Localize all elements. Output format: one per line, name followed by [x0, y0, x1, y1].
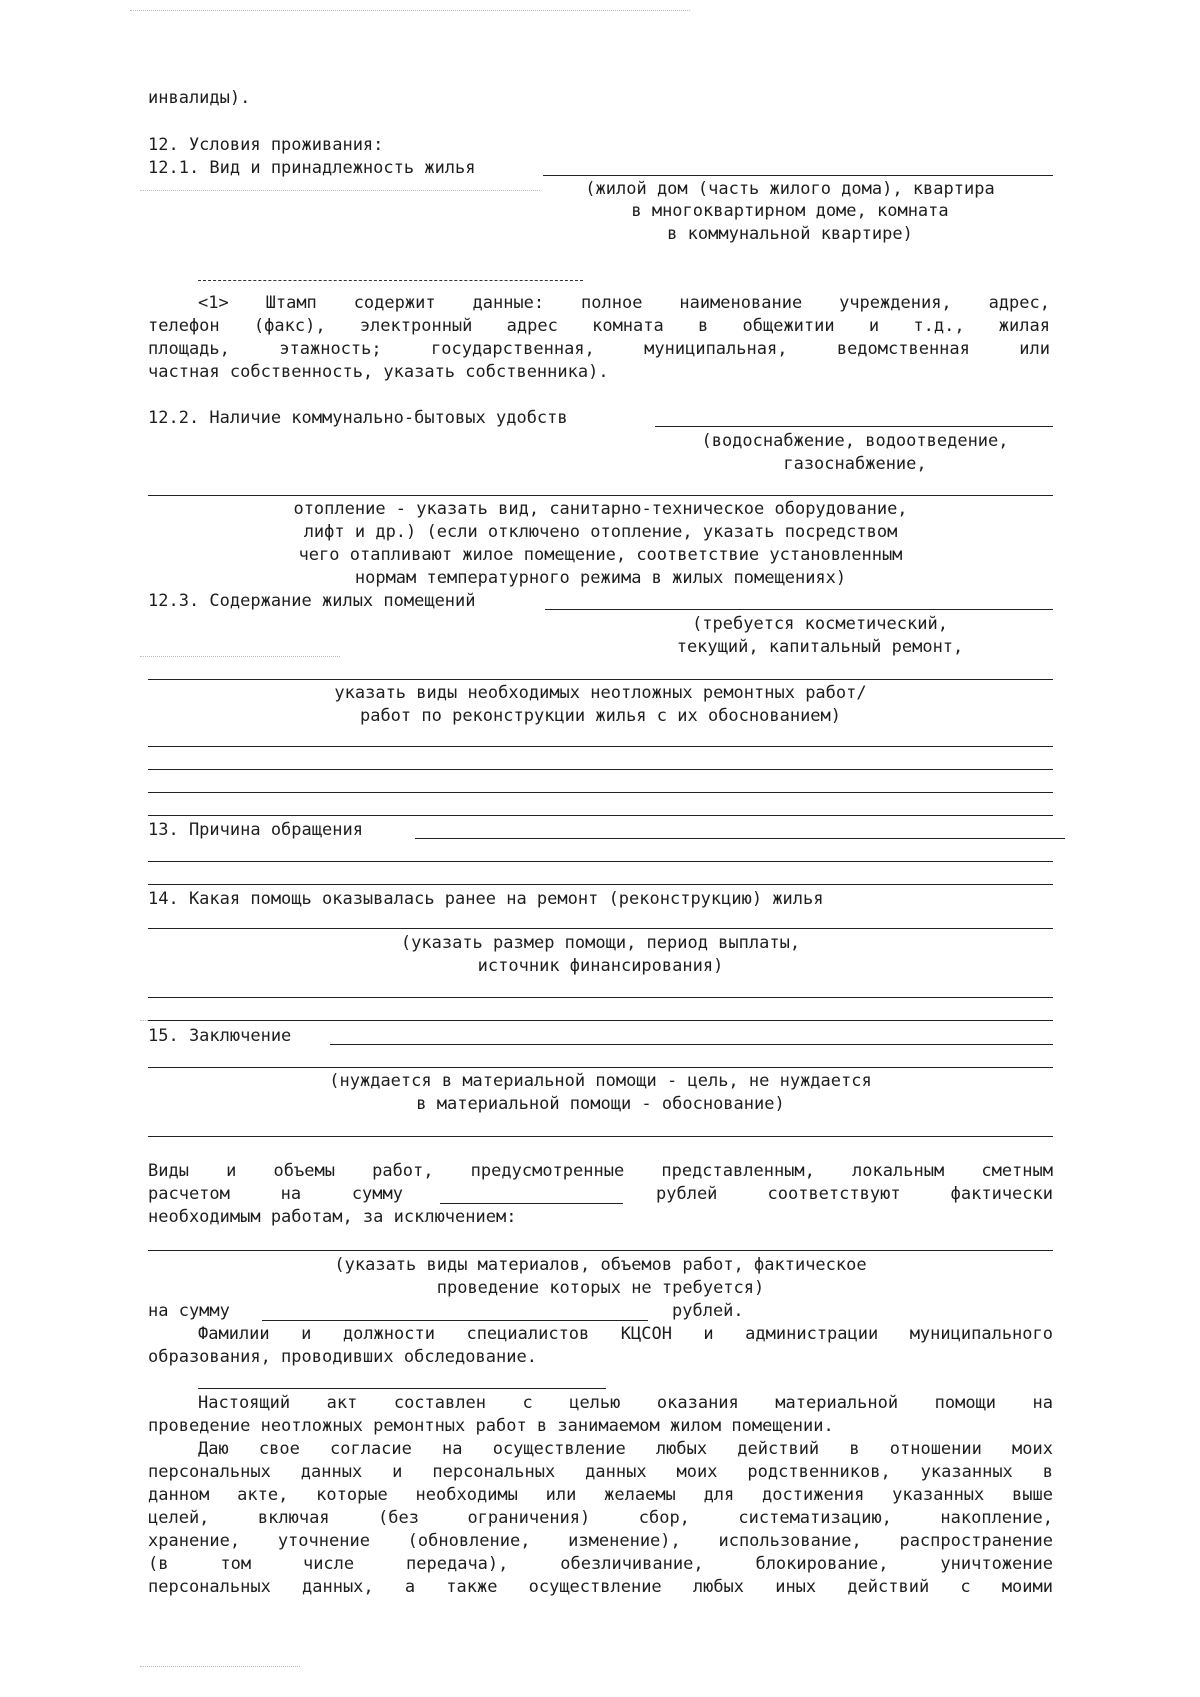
field-hint: указать виды необходимых неотложных ремонтных работ/	[334, 683, 867, 703]
fill-line	[148, 861, 1053, 862]
field-hint: (указать размер помощи, период выплаты,	[400, 933, 801, 953]
text-line: Фамилии и должности специалистов КЦСОН и администрации муниципального	[198, 1324, 1053, 1344]
field-label: 15. Заключение	[148, 1026, 292, 1046]
text-line: рублей соответствуют фактически	[656, 1184, 1053, 1204]
text-line: необходимым работам, за исключением:	[148, 1207, 517, 1227]
amount-fill-line	[262, 1320, 648, 1321]
footnote-line: <1> Штамп содержит данные: полное наименование учреждения, адрес,	[198, 293, 1050, 313]
amount-fill-line	[440, 1203, 623, 1204]
field-hint: (водоснабжение, водоотведение,	[701, 431, 1009, 451]
text-line: (в том числе передача), обезличивание, блокирование, уничтожение	[148, 1554, 1053, 1574]
fill-line	[415, 838, 1065, 839]
text-line: Даю свое согласие на осуществление любых действий в отношении моих	[198, 1439, 1053, 1459]
fill-line	[148, 928, 1053, 929]
fill-line	[655, 426, 1053, 427]
field-label: 12.1. Вид и принадлежность жилья	[148, 158, 476, 178]
field-label: 12.3. Содержание жилых помещений	[148, 591, 476, 611]
field-hint: проведение которых не требуется)	[436, 1278, 765, 1298]
fill-line	[148, 679, 1053, 680]
scan-noise	[140, 1666, 300, 1667]
fill-line	[330, 1044, 1053, 1045]
text-line: Настоящий акт составлен с целью оказания материальной помощи на	[198, 1393, 1053, 1413]
field-hint: газоснабжение,	[783, 454, 927, 474]
text-line: расчетом на сумму	[148, 1184, 403, 1204]
fill-line	[148, 495, 1053, 496]
fill-line	[148, 884, 1053, 885]
field-label: 12.2. Наличие коммунально-бытовых удобств	[148, 408, 568, 428]
fill-line	[148, 746, 1053, 747]
text-line: хранение, уточнение (обновление, изменение), использование, распространение	[148, 1531, 1053, 1551]
text-line: персональных данных и персональных данных моих родственников, указанных в	[148, 1462, 1053, 1482]
fill-line	[543, 175, 1053, 176]
footnote-line: телефон (факс), электронный адрес комната в общежитии и т.д., жилая	[148, 316, 1050, 336]
field-hint: отопление - указать вид, санитарно-техническое оборудование,	[293, 499, 908, 519]
text-line: рублей.	[672, 1301, 744, 1321]
field-hint: в многоквартирном доме, комната	[631, 201, 949, 221]
text-line: целей, включая (без ограничения) сбор, систематизацию, накопление,	[148, 1508, 1053, 1528]
text-line: образования, проводивших обследование.	[148, 1347, 537, 1367]
footnote-line: частная собственность, указать собственника).	[148, 362, 609, 382]
fill-line	[148, 815, 1053, 816]
field-hint: в коммунальной квартире)	[667, 224, 913, 244]
field-hint: текущий, капитальный ремонт,	[676, 637, 964, 657]
field-hint: (требуется косметический,	[692, 614, 948, 634]
fill-line	[148, 1136, 1053, 1137]
scan-noise	[130, 10, 690, 11]
field-hint: источник финансирования)	[477, 956, 724, 976]
fill-line	[148, 997, 1053, 998]
field-label: 14. Какая помощь оказывалась ранее на ремонт (реконструкцию) жилья	[148, 889, 824, 909]
fill-line	[148, 1250, 1053, 1251]
text-line: проведение неотложных ремонтных работ в занимаемом жилом помещении.	[148, 1416, 834, 1436]
signature-fill-line	[198, 1388, 606, 1389]
field-hint: (нуждается в материальной помощи - цель, не нуждается	[329, 1071, 872, 1091]
text-line: персональных данных, а также осуществление любых иных действий с моими	[148, 1577, 1053, 1597]
fill-line	[148, 1020, 1053, 1021]
text-line: Виды и объемы работ, предусмотренные представленным, локальным сметным	[148, 1161, 1053, 1181]
field-label: 13. Причина обращения	[148, 820, 363, 840]
scan-noise	[140, 656, 340, 657]
fill-line	[148, 769, 1053, 770]
field-hint: (жилой дом (часть жилого дома), квартира	[585, 179, 995, 199]
field-hint: лифт и др.) (если отключено отопление, указать посредством	[303, 522, 898, 542]
field-hint: нормам температурного режима в жилых помещениях)	[354, 568, 847, 588]
scan-noise	[140, 190, 540, 191]
fill-line	[545, 609, 1053, 610]
field-hint: (указать виды материалов, объемов работ, фактическое	[334, 1255, 867, 1275]
field-hint: чего отапливают жилое помещение, соответствие установленным	[298, 545, 903, 565]
field-hint: работ по реконструкции жилья с их обоснованием)	[359, 706, 842, 726]
section-heading: 12. Условия проживания:	[148, 135, 384, 155]
footnote-line: площадь, этажность; государственная, муниципальная, ведомственная или	[148, 339, 1050, 359]
fill-line	[148, 1067, 1053, 1068]
text-line: данном акте, которые необходимы или желаемы для достижения указанных выше	[148, 1485, 1053, 1505]
field-hint: в материальной помощи - обоснование)	[416, 1094, 785, 1114]
footnote-separator	[198, 280, 583, 281]
text-line: инвалиды).	[148, 88, 251, 108]
fill-line	[148, 792, 1053, 793]
text-line: на сумму	[148, 1301, 230, 1321]
